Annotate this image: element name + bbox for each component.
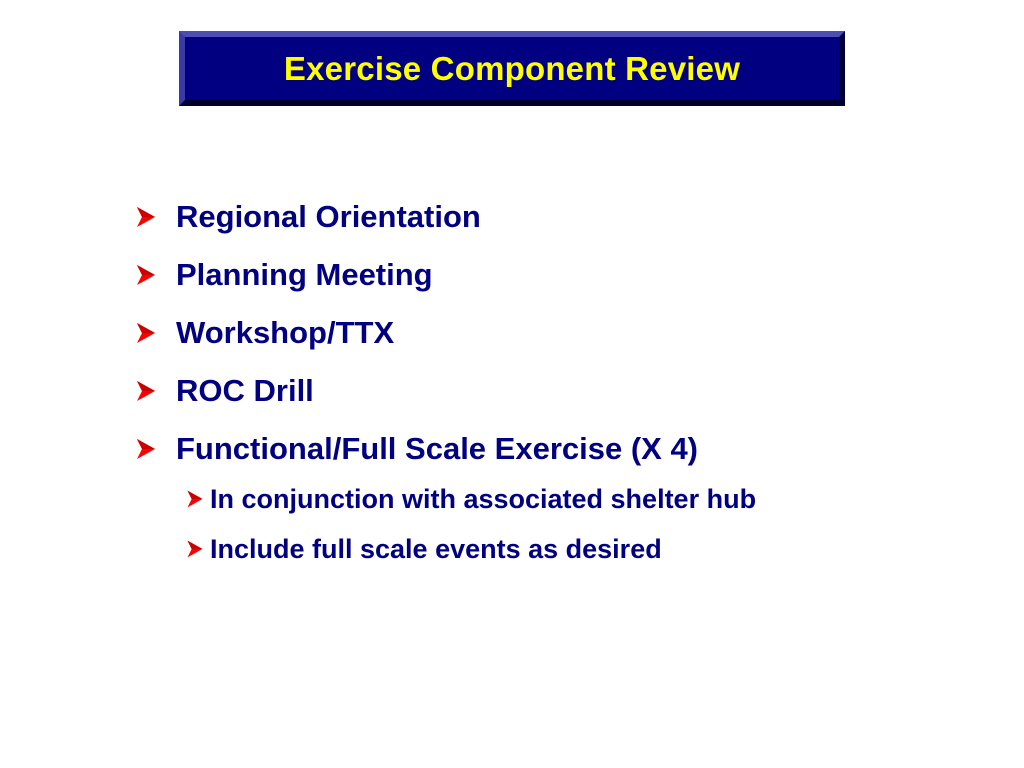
sub-list-item [134, 474, 756, 524]
sub-list-item [134, 524, 756, 574]
sub-bullet-text: Include full scale events as desired [210, 533, 662, 564]
slide-title: Exercise Component Review [283, 49, 741, 87]
slide-title-box [179, 31, 845, 106]
arrow-bullet-icon [134, 321, 176, 345]
list-item [134, 246, 756, 304]
bullet-text: Regional Orientation [176, 199, 481, 234]
list-item [134, 304, 756, 362]
arrow-bullet-icon [134, 205, 176, 229]
bullet-text: ROC Drill [176, 373, 314, 408]
bullet-list [134, 188, 756, 574]
list-item [134, 188, 756, 246]
arrow-bullet-icon [134, 379, 176, 403]
list-item [134, 362, 756, 420]
list-item [134, 420, 756, 478]
bullet-text: Planning Meeting [176, 257, 433, 292]
arrow-bullet-icon [134, 263, 176, 287]
bullet-text: Functional/Full Scale Exercise (X 4) [176, 431, 699, 466]
sub-bullet-text: In conjunction with associated shelter hub [210, 483, 757, 514]
arrow-bullet-icon [185, 489, 210, 509]
arrow-bullet-icon [185, 539, 210, 559]
bullet-text: Workshop/TTX [176, 315, 395, 350]
arrow-bullet-icon [134, 437, 176, 461]
